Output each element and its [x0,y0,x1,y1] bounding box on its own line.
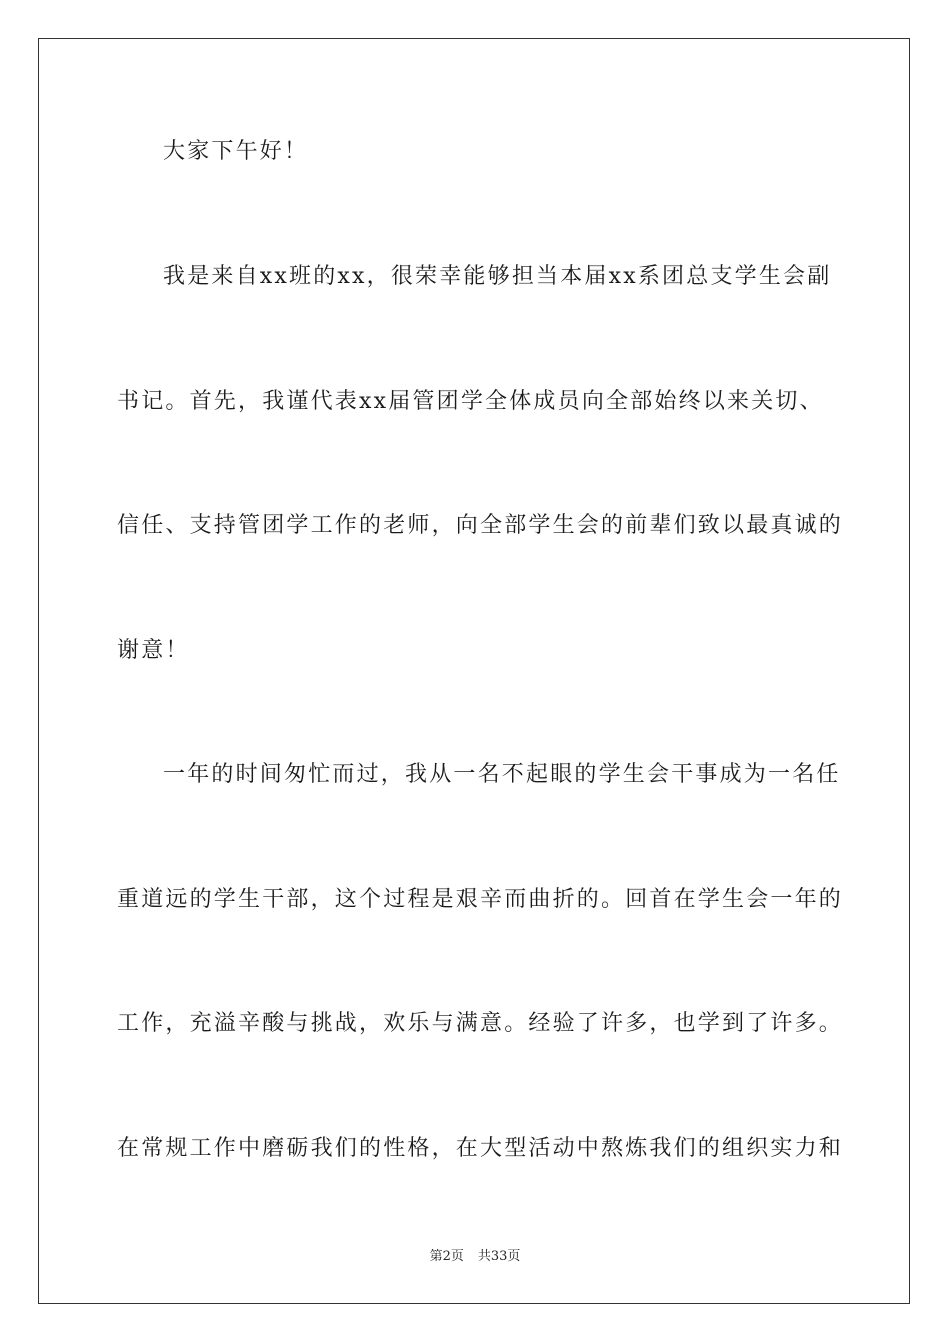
text-line: 书记。首先，我谨代表xx届管团学全体成员向全部始终以来关切、 [117,389,824,414]
text-line: 重道远的学生干部，这个过程是艰辛而曲折的。回首在学生会一年的 [117,887,844,912]
text-line: 在常规工作中磨砺我们的性格，在大型活动中熬炼我们的组织实力和 [117,1136,844,1161]
page-total: 共33页 [477,1249,521,1264]
text-line-greeting: 大家下午好！ [163,139,309,164]
page-frame [38,38,910,1304]
page-footer [0,1248,950,1266]
text-line: 一年的时间匆忙而过，我从一名不起眼的学生会干事成为一名任 [163,762,841,787]
text-line: 工作，充溢辛酸与挑战，欢乐与满意。经验了许多，也学到了许多。 [117,1011,844,1036]
text-line: 谢意！ [117,638,190,663]
text-line: 我是来自xx班的xx，很荣幸能够担当本届xx系团总支学生会副 [163,264,832,289]
text-line: 信任、支持管团学工作的老师，向全部学生会的前辈们致以最真诚的 [117,513,844,538]
page-number: 第2页 [429,1249,464,1264]
